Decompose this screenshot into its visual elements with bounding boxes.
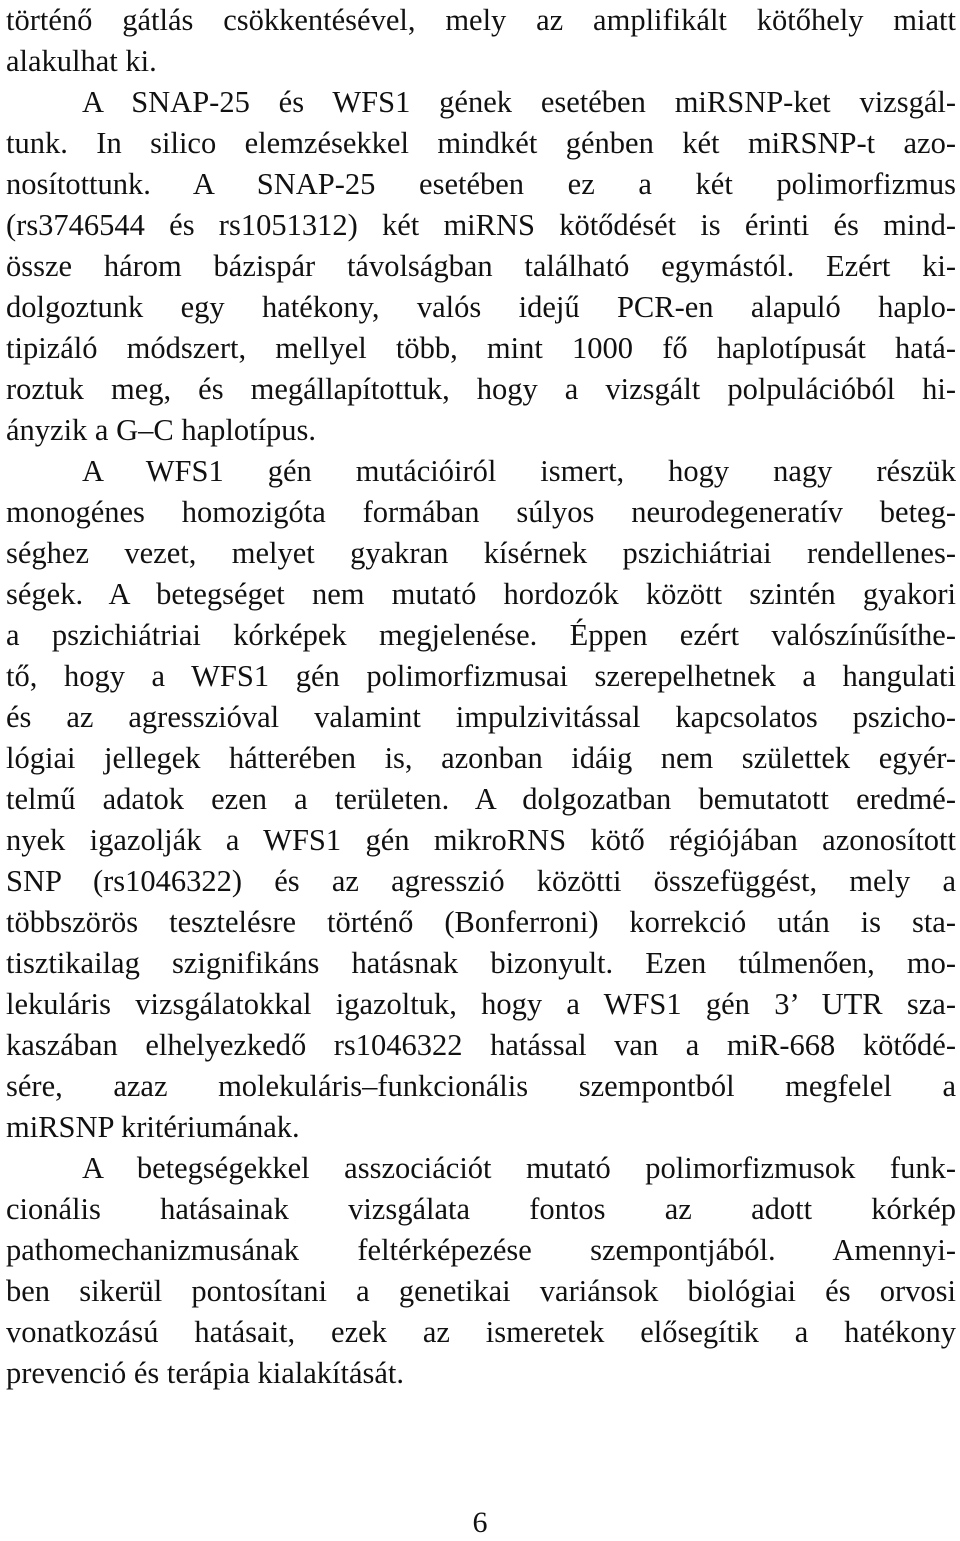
text-line: nosítottunk. A SNAP-25 esetében ez a két polimorfizmus: [6, 167, 956, 201]
text-line: A SNAP-25 és WFS1 gének esetében miRSNP-ket vizsgál-: [82, 85, 956, 119]
text-line: kaszában elhelyezkedő rs1046322 hatással van a miR-668 kötődé-: [6, 1028, 956, 1062]
text-line: ben sikerül pontosítani a genetikai variánsok biológiai és orvosi: [6, 1274, 956, 1308]
text-line: és az agresszióval valamint impulzivitással kapcsolatos pszicho-: [6, 700, 956, 734]
text-line: roztuk meg, és megállapítottuk, hogy a vizsgált polpulációból hi-: [6, 372, 956, 406]
text-line: vonatkozású hatásait, ezek az ismeretek elősegítik a hatékony: [6, 1315, 956, 1349]
text-line: a pszichiátriai kórképek megjelenése. Éppen ezért valószínűsíthe-: [6, 618, 956, 652]
text-line: SNP (rs1046322) és az agresszió közötti összefüggést, mely a: [6, 864, 956, 898]
text-line: dolgoztunk egy hatékony, valós idejű PCR-en alapuló haplo-: [6, 290, 956, 324]
text-line: össze három bázispár távolságban található egymástól. Ezért ki-: [6, 249, 956, 283]
text-line: alakulhat ki.: [6, 44, 157, 78]
text-line: tunk. In silico elemzésekkel mindkét génben két miRSNP-t azo-: [6, 126, 956, 160]
paragraph-1: [6, 0, 956, 82]
text-line: tipizáló módszert, mellyel több, mint 1000 fő haplotípusát hatá-: [6, 331, 956, 365]
text-line: sére, azaz molekuláris–funkcionális szempontból megfelel a: [6, 1069, 956, 1103]
text-line: prevenció és terápia kialakítását.: [6, 1356, 405, 1390]
text-line: miRSNP kritériumának.: [6, 1110, 300, 1144]
text-line: (rs3746544 és rs1051312) két miRNS kötődését is érinti és mind-: [6, 208, 956, 242]
text-line: lógiai jellegek hátterében is, azonban idáig nem születtek egyér-: [6, 741, 956, 775]
text-line: A WFS1 gén mutációiról ismert, hogy nagy részük: [82, 454, 956, 488]
text-line: többszörös tesztelésre történő (Bonferroni) korrekció után is sta-: [6, 905, 956, 939]
document-page: [6, 0, 956, 1394]
page-number: 6: [472, 1506, 488, 1539]
text-line: ányzik a G–C haplotípus.: [6, 413, 317, 447]
paragraph-4: [6, 1148, 956, 1394]
text-line: pathomechanizmusának feltérképezése szempontjából. Amennyi-: [6, 1233, 956, 1267]
text-line: tő, hogy a WFS1 gén polimorfizmusai szerepelhetnek a hangulati: [6, 659, 956, 693]
paragraph-3: [6, 451, 956, 1148]
text-line: történő gátlás csökkentésével, mely az amplifikált kötőhely miatt: [6, 3, 956, 37]
text-line: A betegségekkel asszociációt mutató polimorfizmusok funk-: [82, 1151, 956, 1185]
text-line: lekuláris vizsgálatokkal igazoltuk, hogy a WFS1 gén 3’ UTR sza-: [6, 987, 956, 1021]
text-line: ségek. A betegséget nem mutató hordozók között szintén gyakori: [6, 577, 956, 611]
text-line: telmű adatok ezen a területen. A dolgozatban bemutatott eredmé-: [6, 782, 956, 816]
text-line: cionális hatásainak vizsgálata fontos az adott kórkép: [6, 1192, 956, 1226]
text-line: tisztikailag szignifikáns hatásnak bizonyult. Ezen túlmenően, mo-: [6, 946, 956, 980]
text-line: monogénes homozigóta formában súlyos neurodegeneratív beteg-: [6, 495, 956, 529]
text-line: nyek igazolják a WFS1 gén mikroRNS kötő régiójában azonosított: [6, 823, 956, 857]
text-line: séghez vezet, melyet gyakran kísérnek pszichiátriai rendellenes-: [6, 536, 956, 570]
paragraph-2: [6, 82, 956, 451]
